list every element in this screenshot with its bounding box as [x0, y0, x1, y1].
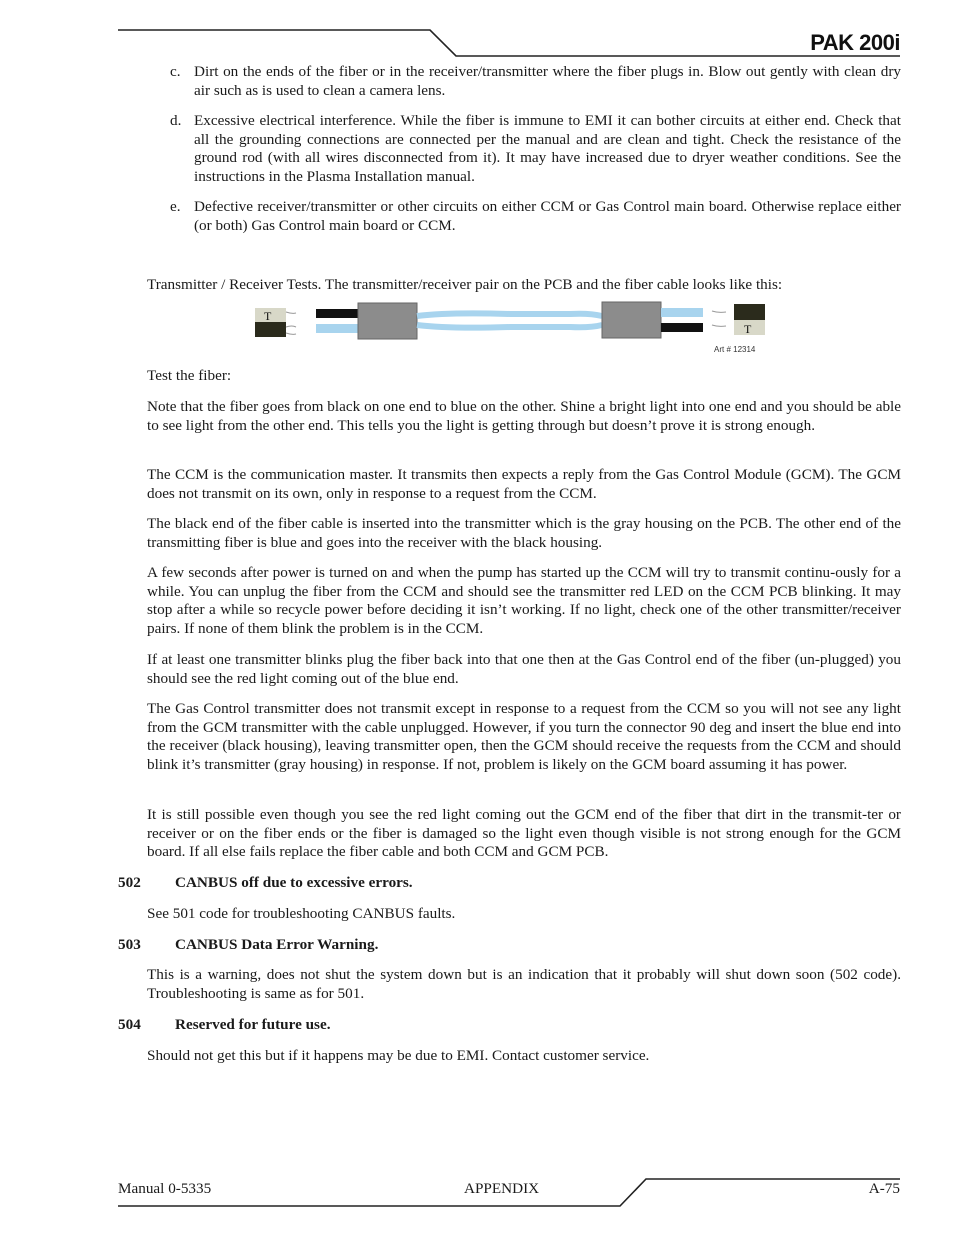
code-title: CANBUS Data Error Warning. — [175, 936, 379, 953]
list-item-text: Excessive electrical interference. While the fiber is immune to EMI it can bother circuits at either end. Check that all the grounding connections are connected per the manual and are clean and tight. Check the resistance of the ground rod (with all wires disconnected from it). It may have increased due to dryer weather conditions. See the instructions in the Plasma Installation manual. — [194, 112, 901, 185]
code-body: Should not get this but if it happens may be due to EMI. Contact customer service. — [147, 1047, 650, 1064]
right-fiber-end-blue — [661, 308, 703, 317]
fiber-strand-bottom — [417, 325, 602, 328]
paragraph: A few seconds after power is turned on and when the pump has started up the CCM will try to transmit continu-ously for a while. You can unplug the fiber from the CCM and should see the transmitter red LED on the CCM PCB blinking. It may stop after a while so recycle power before deciding it isn’t working. If no light, check one of the other transmitter/receiver pairs. If none of them blink the problem is in the CCM. — [147, 564, 901, 637]
brand-title: PAK 200i — [810, 30, 900, 55]
figure-intro: Transmitter / Receiver Tests. The transmitter/receiver pair on the PCB and the fiber cable looks like this: — [147, 276, 783, 293]
right-transmitter-label: T — [744, 322, 752, 336]
fiber-strand-top — [417, 313, 602, 316]
left-fiber-end-black — [316, 309, 358, 318]
paragraph: It is still possible even though you see the red light coming out the GCM end of the fiber that dirt in the transmit-ter or receiver or on the fiber ends or the fiber is damaged so the light even though visible is not strong enough for the GCM board. If all else fails replace the fiber cable and both CCM and GCM PCB. — [147, 806, 901, 861]
paragraph: The Gas Control transmitter does not transmit except in response to a request from the CCM so you will not see any light from the GCM transmitter with the cable unplugged. However, if you turn the connector 90 deg and insert the blue end into the receiver (black housing), leaving transmitter open, then the GCM should receive the requests from the CCM and should blink it’s transmitter (gray housing) in response. If not, problem is likely on the GCM board assuming it has power. — [147, 700, 901, 773]
paragraph: If at least one transmitter blinks plug the fiber back into that one then at the Gas Control end of the fiber (un-plugged) you should see the red light coming out of the blue end. — [147, 651, 901, 687]
code-number: 504 — [118, 1016, 141, 1033]
code-body: This is a warning, does not shut the system down but is an indication that it probably will shut down soon (502 code). Troubleshooting is same as for 501. — [147, 966, 901, 1002]
paragraph: The black end of the fiber cable is inserted into the transmitter which is the gray housing on the PCB. The other end of the transmitting fiber is blue and goes into the receiver with the black housing. — [147, 515, 901, 551]
fiber-cable-diagram — [250, 300, 770, 344]
code-title: CANBUS off due to excessive errors. — [175, 874, 413, 891]
paragraph: The CCM is the communication master. It transmits then expects a reply from the Gas Control Module (GCM). The GCM does not transmit on its own, only in response to a request from the CCM. — [147, 466, 901, 502]
list-item-text: Defective receiver/transmitter or other circuits on either CCM or Gas Control main board. Otherwise replace either (or both) Gas Control main board or CCM. — [194, 198, 901, 234]
left-gray-connector — [358, 303, 417, 339]
art-number: Art # 12314 — [714, 345, 756, 354]
code-title: Reserved for future use. — [175, 1016, 331, 1033]
code-number: 503 — [118, 936, 141, 953]
right-gray-connector — [602, 302, 661, 338]
footer-page-number: A-75 — [868, 1180, 900, 1197]
paragraph: Test the fiber: — [147, 367, 232, 384]
code-body: See 501 code for troubleshooting CANBUS faults. — [147, 905, 456, 922]
list-item-label: c. — [170, 63, 181, 80]
right-fiber-end-black — [661, 323, 703, 332]
list-item-label: d. — [170, 112, 182, 129]
left-fiber-end-blue — [316, 324, 358, 333]
list-item-text: Dirt on the ends of the fiber or in the receiver/transmitter where the fiber plugs in. Blow out gently with clean dry air such as is used to clean a camera lens. — [194, 63, 901, 99]
list-item-label: e. — [170, 198, 181, 215]
footer-section: APPENDIX — [464, 1180, 540, 1197]
left-transmitter-label: T — [264, 309, 272, 323]
code-number: 502 — [118, 874, 141, 891]
right-receiver-housing — [734, 304, 765, 320]
paragraph: Note that the fiber goes from black on one end to blue on the other. Shine a bright light into one end and you should be able to see light from the other end. This tells you the light is getting through but doesn’t prove it is strong enough. — [147, 398, 901, 434]
left-receiver-housing — [255, 321, 286, 337]
footer-manual-number: Manual 0-5335 — [118, 1180, 212, 1197]
